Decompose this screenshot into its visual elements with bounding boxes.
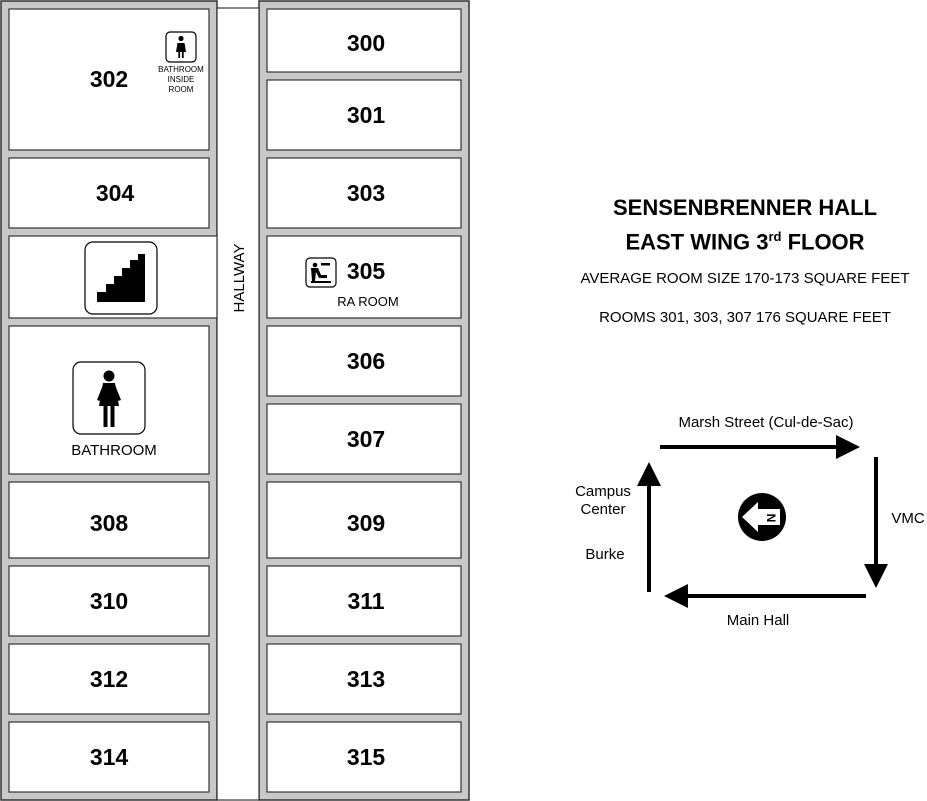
room-305[interactable] (267, 236, 461, 318)
room-number: 303 (346, 180, 386, 206)
room-number: 312 (89, 666, 129, 692)
room-number: 311 (347, 588, 385, 614)
bathroom-label: BATHROOM (71, 442, 157, 459)
room-300[interactable] (267, 9, 461, 72)
room-number: 304 (95, 180, 135, 206)
room-number: 306 (346, 348, 386, 374)
room-311[interactable] (267, 566, 461, 636)
room-301[interactable] (267, 80, 461, 150)
room-number: 315 (346, 744, 386, 770)
average-room-size: AVERAGE ROOM SIZE 170-173 SQUARE FEET (580, 270, 910, 287)
ra-room-label: RA ROOM (337, 294, 399, 309)
hallway-label: HALLWAY (231, 243, 248, 313)
room-number: 313 (346, 666, 386, 692)
room-315[interactable] (267, 722, 461, 792)
room-313[interactable] (267, 644, 461, 714)
room-308[interactable] (9, 482, 209, 558)
title-line-2-sup: rd (768, 229, 782, 244)
compass-letter: N (764, 513, 778, 523)
hallway (217, 8, 259, 800)
direction-right: VMC (891, 510, 925, 527)
ra-desk-icon (306, 258, 336, 287)
room-number: 308 (89, 510, 129, 536)
room-314[interactable] (9, 722, 209, 792)
title-line-2 (560, 222, 927, 256)
room-306[interactable] (267, 326, 461, 396)
women-restroom-icon (166, 32, 196, 62)
room-number: 301 (346, 102, 386, 128)
room-302[interactable] (9, 9, 209, 150)
bathroom-inside-label-2: INSIDE (167, 75, 195, 84)
room-310[interactable] (9, 566, 209, 636)
title-line-2-suffix: FLOOR (781, 229, 865, 255)
direction-bottom: Main Hall (726, 612, 790, 629)
title-line-1: SENSENBRENNER HALL (612, 195, 878, 220)
room-312[interactable] (9, 644, 209, 714)
orientation-diagram (575, 414, 925, 629)
direction-left-1: Campus (575, 483, 631, 500)
direction-left-3: Burke (585, 546, 625, 563)
bathroom-inside-label-1: BATHROOM (158, 65, 204, 74)
room-number: 300 (346, 30, 386, 56)
bathroom-inside-label-3: ROOM (168, 85, 194, 94)
room-304[interactable] (9, 158, 209, 228)
stairwell[interactable] (9, 236, 217, 318)
room-number: 309 (346, 510, 386, 536)
direction-left-2: Center (580, 501, 626, 518)
room-number: 314 (89, 744, 129, 770)
room-number: 310 (89, 588, 129, 614)
room-309[interactable] (267, 482, 461, 558)
room-number: 302 (89, 66, 129, 92)
stairs-icon (85, 242, 157, 314)
room-303[interactable] (267, 158, 461, 228)
title-line-2-prefix: EAST WING 3 (625, 229, 769, 255)
direction-top: Marsh Street (Cul-de-Sac) (678, 414, 854, 431)
page-title (560, 193, 927, 256)
north-compass-icon (738, 493, 786, 541)
room-number: 307 (346, 426, 386, 452)
room-number: 305 (346, 258, 386, 284)
larger-rooms-note: ROOMS 301, 303, 307 176 SQUARE FEET (599, 309, 891, 326)
room-307[interactable] (267, 404, 461, 474)
women-restroom-icon (73, 362, 145, 434)
bathroom[interactable] (9, 326, 209, 474)
